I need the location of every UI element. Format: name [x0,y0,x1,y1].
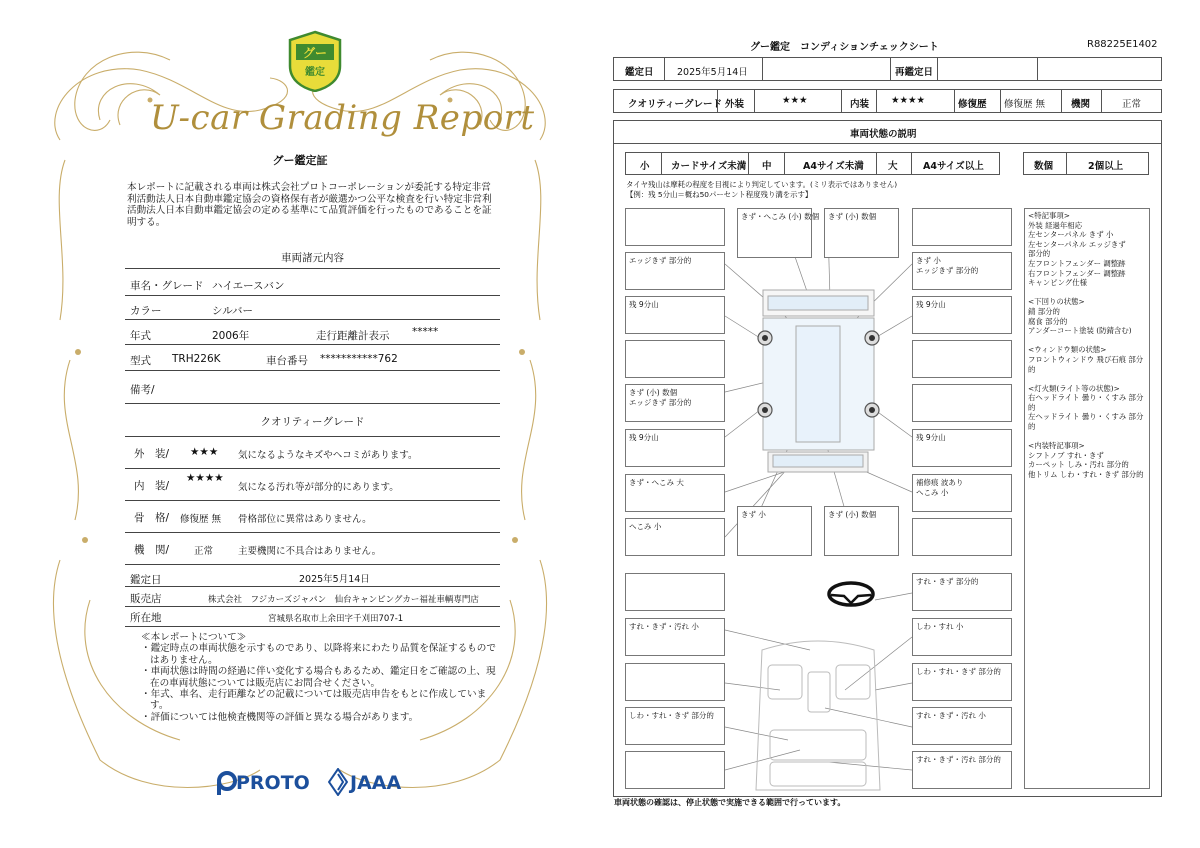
tire-note-2: 【例：残 5分山＝概ね50パーセント程度残り溝を示す】 [626,190,813,199]
explain-heading: 車両状態の説明 [850,129,917,140]
color-value: シルバー [212,305,254,317]
sheet-engine-value: 正常 [1122,99,1142,110]
label-box [737,506,812,556]
remarks-label: 備考/ [130,384,155,396]
condition-check-sheet [600,0,1200,848]
redate-label: 再鑑定日 [895,67,934,78]
goo-appraisal-badge-icon [286,30,344,92]
size-large-desc: A4サイズ以上 [923,161,984,172]
special-note-line [1028,432,1148,442]
label-box [912,296,1012,334]
special-notes-box [1024,208,1150,789]
special-note-line: <内装特記事項> [1028,441,1085,451]
special-note-line: 外装 経過年相応 [1028,220,1083,230]
special-note-line: 右フロントフェンダー 調整跡 [1028,268,1126,278]
size-large: 大 [888,161,898,172]
sheet-engine-label: 機関 [1071,99,1091,110]
label-box [737,208,820,258]
sheet-ext-label: 外装 [725,99,745,110]
frame-desc: 骨格部位に異常はありません。 [238,514,372,525]
frame-value: 修復歴 無 [180,514,222,525]
steering-wheel-icon [829,583,873,605]
special-note-line: 左センターパネル エッジきず [1028,239,1126,249]
engine-label: 機 関/ [134,544,170,556]
interior-label: すれ・きず 部分的 [916,577,979,586]
label-box [912,474,1012,512]
label-box [912,429,1012,467]
interior-label: しわ・すれ 小 [916,622,964,631]
size-mid-desc: A4サイズ未満 [803,161,864,172]
note-item: ・車両状態は時間の経過に伴い変化する場合もあるため、鑑定日をご確認の上、現在の車両状態については販売店にお問合せください。 [141,666,496,689]
label-box [824,208,899,258]
label-box [824,506,899,556]
mileage-value: ***** [412,326,439,338]
label-box [912,663,1012,701]
special-note-line: <下回りの状態> [1028,297,1085,307]
damage-label: きず 小 エッジきず 部分的 [916,256,979,275]
special-note-line [1028,336,1148,346]
proto-logo-text: PROTO [236,772,310,794]
special-note-line: 右ヘッドライト 曇り・くすみ 部分的 [1028,393,1144,412]
label-box [625,618,725,656]
note-item: ・鑑定時点の車両状態を示すものであり、以降将来にわたり品質を保証するものではありません。 [141,643,496,666]
address-label: 所在地 [130,612,162,624]
notes-heading: ≪本レポートについて≫ [141,632,247,643]
year-value: 2006年 [212,330,250,342]
exterior-stars: ★★★ [190,446,219,458]
interior-label: 内 装/ [134,480,170,492]
certificate-intro: 本レポートに記載される車両は株式会社プロトコーポレーションが委託する特定非営利活動法人日本自動車鑑定協会の資格保有者が厳選かつ公平な検査を行い特定非営利活動法人日本自動車鑑定協会の定める基準にて品質評価を行ったものであることを証明する。 [127,182,492,228]
exterior-desc: 気になるようなキズやヘコミがあります。 [238,450,418,461]
special-note-line: 左フロントフェンダー 調整跡 [1028,258,1126,268]
sheet-footer: 車両状態の確認は、停止状態で実施できる範囲で行っています。 [614,798,846,807]
sheet-date-label: 鑑定日 [625,67,654,78]
tire-label: 残 9分山 [629,300,659,309]
tire-note-1: タイヤ残山は摩耗の程度を目視により判定しています。(ミリ表示ではありません) [626,180,898,189]
address-value: 宮城県名取市上余田字千刈田707-1 [268,614,404,624]
model-value: TRH226K [172,353,221,365]
interior-label: しわ・すれ・きず 部分的 [916,667,1001,676]
special-note-line [1028,288,1148,298]
tire-label: 残 9分山 [916,300,946,309]
special-note-line: 左センターパネル きず 小 [1028,230,1114,240]
interior-label: しわ・すれ・きず 部分的 [629,711,714,720]
size-small-desc: カードサイズ未満 [671,161,747,172]
sheet-int-label: 内装 [850,99,870,110]
special-note-line: アンダーコート塗装 (防錆含む) [1028,326,1132,336]
report-title: U-car Grading Report [150,98,535,138]
sheet-repair-label: 修復歴 [958,99,987,110]
date-value: 2025年5月14日 [299,574,370,585]
tire-label: 残 9分山 [916,433,946,442]
dealer-label: 販売店 [130,593,162,605]
label-box [912,573,1012,611]
count-label: 数個 [1034,161,1054,172]
proto-logo-icon [216,770,238,796]
certificate-subtitle: グー鑑定証 [272,154,328,167]
label-box [912,384,1012,422]
label-box [625,751,725,789]
interior-label: すれ・きず・汚れ 小 [916,711,986,720]
exterior-label: 外 装/ [134,448,170,460]
special-note-line: カーペット しみ・汚れ 部分的 [1028,460,1129,470]
special-note-line: 他トリム しわ・すれ・きず 部分的 [1028,470,1144,480]
engine-value: 正常 [194,546,214,557]
damage-label: きず・へこみ (小) 数個 [741,212,820,221]
damage-label: きず (小) 数個 [828,212,877,221]
special-note-line [1028,374,1148,384]
label-box [625,663,725,701]
label-box [625,340,725,378]
special-note-line: 部分的 [1028,249,1051,259]
interior-desc: 気になる汚れ等が部分的にあります。 [238,482,399,493]
label-box [625,384,725,422]
sheet-ext-stars: ★★★ [782,95,808,106]
label-box [912,252,1012,290]
special-note-line: <特記事項> [1028,211,1070,220]
label-box [625,707,725,745]
label-box [625,252,725,290]
special-note-line: キャンピング仕様 [1028,278,1087,288]
sheet-repair-value: 修復歴 無 [1004,99,1046,110]
sheet-date-value: 2025年5月14日 [677,67,748,78]
name-value: ハイエースバン [212,280,285,292]
special-note-line: <ウィンドウ類の状態> [1028,345,1107,355]
chassis-label: 車台番号 [266,355,308,367]
quality-heading: クオリティーグレード [260,416,365,428]
label-box [912,618,1012,656]
report-notes [127,632,497,723]
damage-label: 補修痕 波あり へこみ 小 [916,478,964,497]
damage-label: きず・へこみ 大 [629,478,684,487]
label-box [625,474,725,512]
size-small: 小 [640,161,650,172]
special-notes [1028,211,1148,480]
label-box [625,573,725,611]
name-label: 車名・グレード [130,280,204,292]
engine-desc: 主要機関に不具合はありません。 [238,546,382,557]
interior-stars: ★★★★ [186,472,224,484]
sheet-title: グー鑑定 コンディションチェックシート [750,42,939,53]
qg-label: クオリティーグレード [628,99,723,110]
svg-text:鑑定: 鑑定 [305,67,325,78]
jaaa-logo-text: JAAA [350,772,402,794]
special-note-line: 錆 部分的 [1028,306,1060,316]
count-desc: 2個以上 [1088,161,1124,172]
svg-text:グー: グー [302,46,328,60]
sheet-int-stars: ★★★★ [891,95,926,106]
damage-label: きず (小) 数個 エッジきず 部分的 [629,388,692,407]
label-box [912,208,1012,246]
size-mid: 中 [762,161,772,172]
interior-label: すれ・きず・汚れ 小 [629,622,699,631]
label-box [912,340,1012,378]
model-label: 型式 [130,355,151,367]
year-label: 年式 [130,330,151,342]
frame-label: 骨 格/ [134,512,170,524]
label-box [912,518,1012,556]
note-item: ・年式、車名、走行距離などの記載については販売店申告をもとに作成しています。 [141,689,487,712]
spec-heading: 車両諸元内容 [281,252,344,264]
label-box [912,707,1012,745]
note-item: ・評価については他検査機関等の評価と異なる場合があります。 [141,711,419,723]
special-note-line: 腐食 部分的 [1028,316,1068,326]
special-note-line: シフトノブ すれ・きず [1028,450,1104,460]
dealer-value: 株式会社 フジカーズジャパン 仙台キャンピングカー福祉車輌専門店 [208,595,479,605]
jaaa-logo-icon [328,768,348,796]
color-label: カラー [130,305,162,317]
sheet-id: R88225E1402 [1087,39,1158,50]
label-box [912,751,1012,789]
label-box [625,208,725,246]
interior-label: すれ・きず・汚れ 部分的 [916,755,1001,764]
damage-label: エッジきず 部分的 [629,256,692,265]
special-note-line: フロントウィンドウ 飛び石痕 部分的 [1028,354,1144,374]
label-box [625,518,725,556]
label-box [625,296,725,334]
damage-label: きず 小 [741,510,766,519]
mileage-label: 走行距離計表示 [316,330,390,342]
chassis-value: ***********762 [320,353,398,365]
special-note-line: 左ヘッドライト 曇り・くすみ 部分的 [1028,412,1144,432]
damage-label: へこみ 小 [629,522,662,531]
damage-label: きず (小) 数個 [828,510,877,519]
special-note-line: <灯火類(ライト等の状態)> [1028,383,1120,393]
tire-label: 残 9分山 [629,433,659,442]
date-label: 鑑定日 [130,574,162,586]
label-box [625,429,725,467]
